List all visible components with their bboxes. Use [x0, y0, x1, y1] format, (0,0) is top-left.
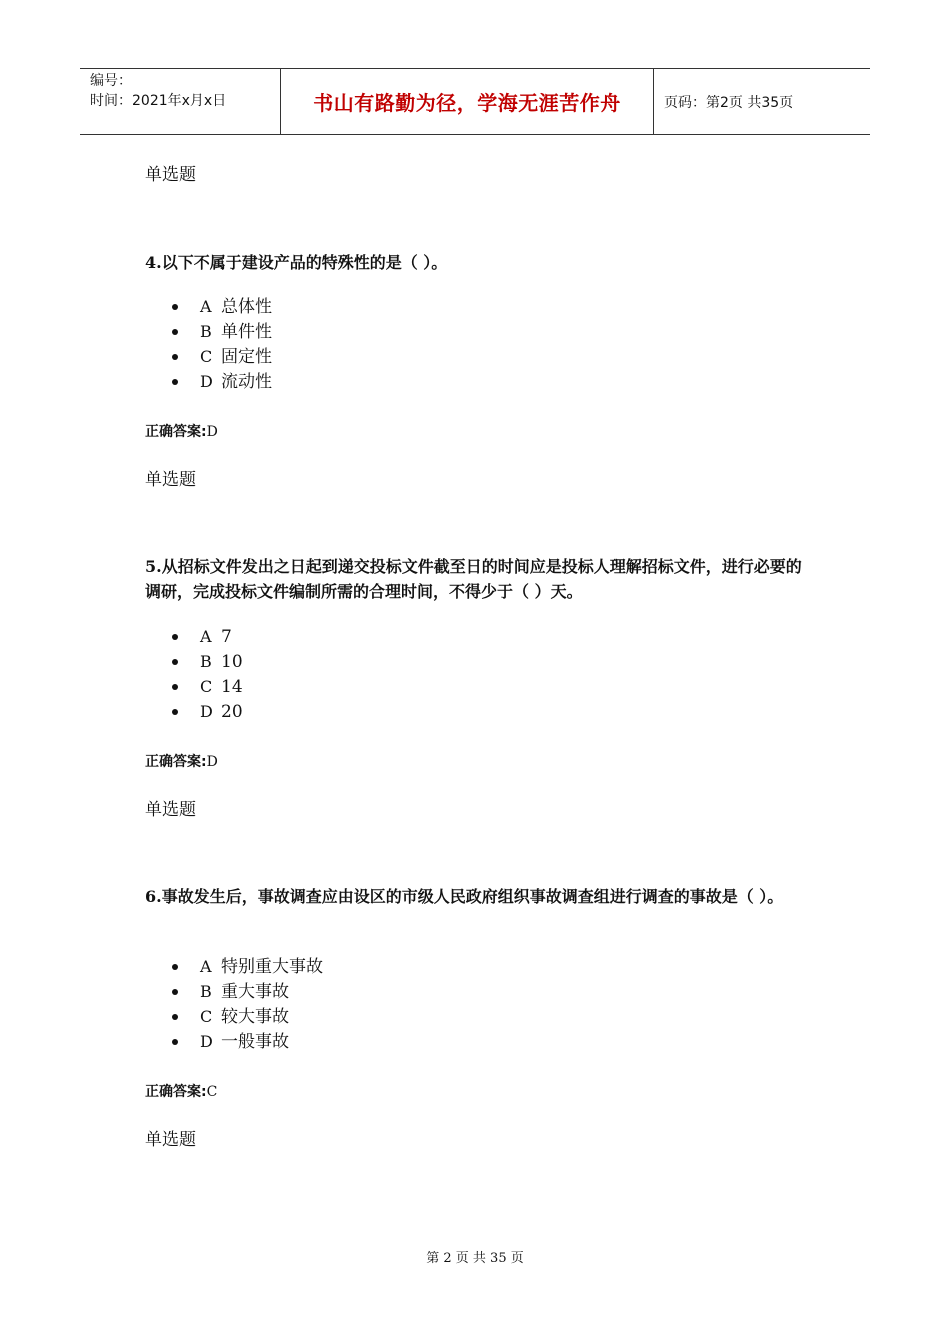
option-letter: C [200, 347, 213, 366]
option-letter: A [200, 957, 212, 976]
option-letter: A [200, 297, 212, 316]
option-item [170, 954, 323, 979]
correct-answer [145, 751, 218, 771]
serial-label: 编号： [90, 73, 132, 89]
option-letter: D [200, 372, 213, 391]
option-letter: B [200, 982, 212, 1001]
option-text: 7 [221, 627, 232, 647]
option-letter: D [200, 1032, 213, 1051]
question-text: 6.事故发生后，事故调查应由设区的市级人民政府组织事故调查组进行调查的事故是（ ）。 [145, 887, 784, 906]
option-list [170, 624, 243, 724]
answer-value: D [206, 754, 218, 770]
answer-value: D [206, 424, 218, 440]
option-text: 单件性 [221, 322, 272, 342]
page-footer: 第 2 页 共 35 页 [426, 1251, 524, 1266]
option-list [170, 954, 323, 1054]
option-item [170, 1004, 323, 1029]
question-type-label: 单选题 [145, 470, 196, 490]
option-text: 固定性 [221, 347, 272, 367]
option-letter: B [200, 322, 212, 341]
answer-label: 正确答案: [145, 424, 207, 440]
option-item [170, 674, 243, 699]
option-text: 较大事故 [221, 1007, 289, 1027]
question-type-label: 单选题 [145, 1130, 196, 1150]
question-type-label: 单选题 [145, 165, 196, 185]
option-text: 10 [221, 652, 243, 672]
option-letter: C [200, 677, 213, 696]
option-item [170, 319, 272, 344]
option-text: 总体性 [221, 297, 272, 317]
page-header [80, 68, 870, 135]
question-type-label: 单选题 [145, 800, 196, 820]
option-item [170, 699, 243, 724]
header-motto: 书山有路勤为径，学海无涯苦作舟 [281, 69, 654, 134]
answer-label: 正确答案: [145, 1084, 207, 1100]
option-letter: A [200, 627, 212, 646]
option-item [170, 1029, 323, 1054]
option-item [170, 979, 323, 1004]
question-text: 5.从招标文件发出之日起到递交投标文件截至日的时间应是投标人理解招标文件，进行必要的调研，完成投标文件编制所需的合理时间，不得少于（ ）天。 [145, 557, 802, 601]
option-item [170, 369, 272, 394]
answer-value: C [206, 1084, 218, 1100]
header-meta [80, 69, 281, 134]
option-letter: D [200, 702, 213, 721]
option-text: 一般事故 [221, 1032, 289, 1052]
option-item [170, 624, 243, 649]
answer-label: 正确答案: [145, 754, 207, 770]
option-item [170, 649, 243, 674]
option-text: 流动性 [221, 372, 272, 392]
option-letter: B [200, 652, 212, 671]
correct-answer [145, 1081, 217, 1101]
option-text: 特别重大事故 [221, 957, 323, 977]
header-page-info: 页码：第2页 共35页 [664, 94, 794, 111]
option-text: 重大事故 [221, 982, 289, 1002]
question-text: 4.以下不属于建设产品的特殊性的是（ ）。 [145, 253, 448, 272]
option-letter: C [200, 1007, 213, 1026]
correct-answer [145, 421, 218, 441]
option-text: 14 [221, 677, 243, 697]
option-text: 20 [221, 702, 243, 722]
time-label: 时间：2021年x月x日 [90, 93, 227, 109]
option-item [170, 294, 272, 319]
option-item [170, 344, 272, 369]
option-list [170, 294, 272, 394]
